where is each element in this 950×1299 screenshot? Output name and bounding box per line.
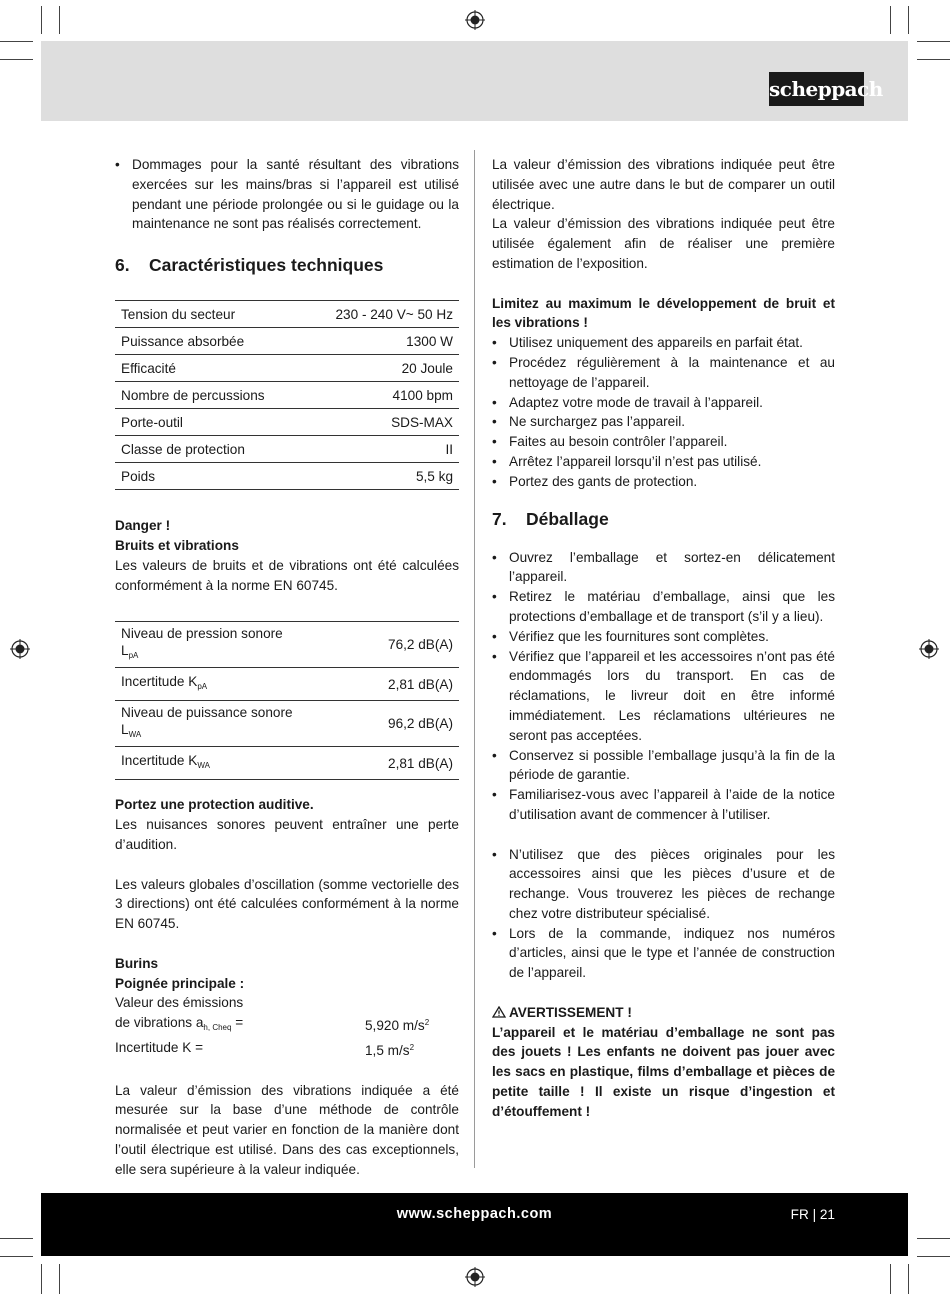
uncertainty-row <box>115 1038 459 1061</box>
crop-mark <box>908 6 909 34</box>
emission-value: 5,920 $m/s^2$ <box>365 1018 430 1034</box>
spec-label: Puissance absorbée <box>115 328 303 355</box>
list-item: • Procédez régulièrement à la maintenance et au nettoyage de l’appareil. <box>492 353 835 393</box>
sound-value: 76,2 dB(A) <box>357 622 459 668</box>
spec-row <box>115 328 459 355</box>
limit-title: Limitez au maximum le développement de bruit et les vibrations ! <box>492 295 835 331</box>
sound-value: 2,81 dB(A) <box>357 668 459 701</box>
danger-title: Danger ! <box>115 518 171 534</box>
crop-mark <box>0 1238 33 1239</box>
list-item: • Retirez le matériau d’emballage, ainsi que les protections d’emballage et de transport (s’il y a lieu). <box>492 587 835 627</box>
spec-row <box>115 382 459 409</box>
noise-text: Les valeurs de bruits et de vibrations ont été calculées conformément à la norme EN 60745. <box>115 557 459 593</box>
crop-mark <box>41 1264 42 1294</box>
warning-triangle-icon <box>492 1006 506 1018</box>
vibration-paragraph: La valeur d’émission des vibrations indiquée peut être utilisée également afin de réaliser une première estimation de l’exposition. <box>492 216 835 271</box>
spec-value: 20 Joule <box>303 355 459 382</box>
list-item: • Portez des gants de protection. <box>492 472 835 492</box>
crop-mark <box>0 59 33 60</box>
spec-value: 4100 bpm <box>303 382 459 409</box>
spec-label: Porte-outil <box>115 409 303 436</box>
section-heading <box>115 254 459 276</box>
website-url: www.scheppach.com <box>396 1206 553 1222</box>
sound-value: 96,2 dB(A) <box>357 701 459 747</box>
limit-list <box>492 333 835 491</box>
spec-row <box>115 436 459 463</box>
emission-row <box>115 1013 459 1038</box>
section-heading <box>492 508 835 530</box>
sound-label: Niveau de puissance sonore $L_{WA}$ <box>115 701 357 747</box>
spec-label: Tension du secteur <box>115 301 303 328</box>
crop-mark <box>917 59 950 60</box>
list-item: • Ne surchargez pas l’appareil. <box>492 412 835 432</box>
section-number: 7. <box>492 508 507 529</box>
spec-row <box>115 301 459 328</box>
spec-value: SDS-MAX <box>303 409 459 436</box>
registration-mark-icon <box>10 639 30 659</box>
vibration-paragraph: La valeur d’émission des vibrations indiquée peut être utilisée avec une autre dans le but de comparer un outil électrique. <box>492 157 835 212</box>
crop-mark <box>890 6 891 34</box>
brand-logo: scheppach <box>769 72 864 106</box>
crop-mark <box>59 6 60 34</box>
emission-label: Valeur des émissions <box>115 995 244 1011</box>
list-item: • Utilisez uniquement des appareils en parfait état. <box>492 333 835 353</box>
emission-label-2: de vibrations $a_{h, Cheq}$ = <box>115 1015 244 1033</box>
burins-title: Burins <box>115 955 159 971</box>
spec-label: Poids <box>115 463 303 490</box>
list-item: • N’utilisez que des pièces originales pour les accessoires ainsi que les pièces d’usure et de rechange. Vous trouverez les pièces de rechange chez votre distributeur spécialisé. <box>492 845 835 924</box>
crop-mark <box>908 1264 909 1294</box>
spec-row <box>115 355 459 382</box>
sound-row <box>115 747 459 780</box>
sound-value: 2,81 dB(A) <box>357 747 459 780</box>
uncertainty-label: Incertitude K = <box>115 1039 204 1055</box>
list-item: • Faites au besoin contrôler l’appareil. <box>492 432 835 452</box>
uncertainty-value: 1,5 $m/s^2$ <box>365 1042 415 1058</box>
hearing-text: Les nuisances sonores peuvent entraîner une perte d’audition. <box>115 817 459 852</box>
sound-row <box>115 701 459 747</box>
sound-label: Incertitude $K_{pA}$ <box>115 668 357 701</box>
crop-mark <box>0 1256 33 1257</box>
parts-list <box>492 845 835 984</box>
measure-text: La valeur d’émission des vibrations indiquée a été mesurée sur la base d’une méthode de contrôle normalisée et peut varier en fonction de la manière dont l’outil électrique est utilisé. Dans des cas exceptionnels, elle sera supérieure à la valeur indiquée. <box>115 1082 459 1177</box>
spec-value: 230 - 240 V~ 50 Hz <box>303 301 459 328</box>
section-title: Caractéristiques techniques <box>149 255 384 276</box>
sound-label: Incertitude $K_{WA}$ <box>115 747 357 780</box>
spec-label: Classe de protection <box>115 436 303 463</box>
spec-label: Efficacité <box>115 355 303 382</box>
spec-value: 5,5 kg <box>303 463 459 490</box>
column-divider <box>474 150 475 1168</box>
list-item: • Vérifiez que l’appareil et les accessoires n’ont pas été endommagés lors du transport. En cas de réclamations, le livreur doit en être informé immédiatement. Les réclamations ultérieures ne seront pas acceptées. <box>492 647 835 746</box>
spec-label: Nombre de percussions <box>115 382 303 409</box>
right-column <box>492 155 835 1122</box>
sound-row <box>115 668 459 701</box>
crop-mark <box>0 41 33 42</box>
crop-mark <box>917 41 950 42</box>
list-item: • Lors de la commande, indiquez nos numéros d’articles, ainsi que le type et l’année de construction de l’appareil. <box>492 924 835 983</box>
crop-mark <box>917 1238 950 1239</box>
unpack-list <box>492 548 835 825</box>
crop-mark <box>890 1264 891 1294</box>
list-item: • Conservez si possible l’emballage jusqu’à la fin de la période de garantie. <box>492 746 835 786</box>
sound-row <box>115 622 459 668</box>
hearing-title: Portez une protection auditive. <box>115 797 314 813</box>
sound-table <box>115 621 459 780</box>
list-item: • Familiarisez-vous avec l’appareil à l’aide de la notice d’utilisation avant de commencer à l’utiliser. <box>492 785 835 825</box>
crop-mark <box>917 1256 950 1257</box>
page-number: FR | 21 <box>790 1207 835 1222</box>
list-item: • Adaptez votre mode de travail à l’appareil. <box>492 393 835 413</box>
list-item: • Dommages pour la santé résultant des vibrations exercées sur les mains/bras si l’appareil est utilisé pendant une période prolongée ou si le guidage ou la maintenance ne sont pas réalisés correctement. <box>115 155 459 234</box>
spec-row <box>115 463 459 490</box>
registration-mark-icon <box>465 10 485 30</box>
sound-label: Niveau de pression sonore $L_{pA}$ <box>115 622 357 668</box>
registration-mark-icon <box>919 639 939 659</box>
list-item: • Ouvrez l’emballage et sortez-en délicatement l’appareil. <box>492 548 835 588</box>
oscillation-text: Les valeurs globales d’oscillation (somme vectorielle des 3 directions) ont été calculées conformément à la norme EN 60745. <box>115 876 459 932</box>
spec-row <box>115 409 459 436</box>
warning-text: L’appareil et le matériau d’emballage ne sont pas des jouets ! Les enfants ne doivent pas jouer avec les sacs en plastique, films d’emballage et pièces de petite taille ! Il existe un risque d’ingestion et d’étouffement ! <box>492 1024 835 1119</box>
crop-mark <box>41 6 42 34</box>
noise-title: Bruits et vibrations <box>115 537 239 553</box>
registration-mark-icon <box>465 1267 485 1287</box>
list-item: • Arrêtez l’appareil lorsqu’il n’est pas utilisé. <box>492 452 835 472</box>
spec-value: 1300 W <box>303 328 459 355</box>
spec-value: II <box>303 436 459 463</box>
warning-title: AVERTISSEMENT ! <box>492 1003 835 1023</box>
spec-table <box>115 300 459 490</box>
list-item: • Vérifiez que les fournitures sont complètes. <box>492 627 835 647</box>
left-column <box>115 155 459 1180</box>
section-title: Déballage <box>526 508 609 529</box>
section-number: 6. <box>115 255 130 276</box>
handle-title: Poignée principale : <box>115 975 245 991</box>
footer-band <box>41 1193 908 1256</box>
crop-mark <box>59 1264 60 1294</box>
